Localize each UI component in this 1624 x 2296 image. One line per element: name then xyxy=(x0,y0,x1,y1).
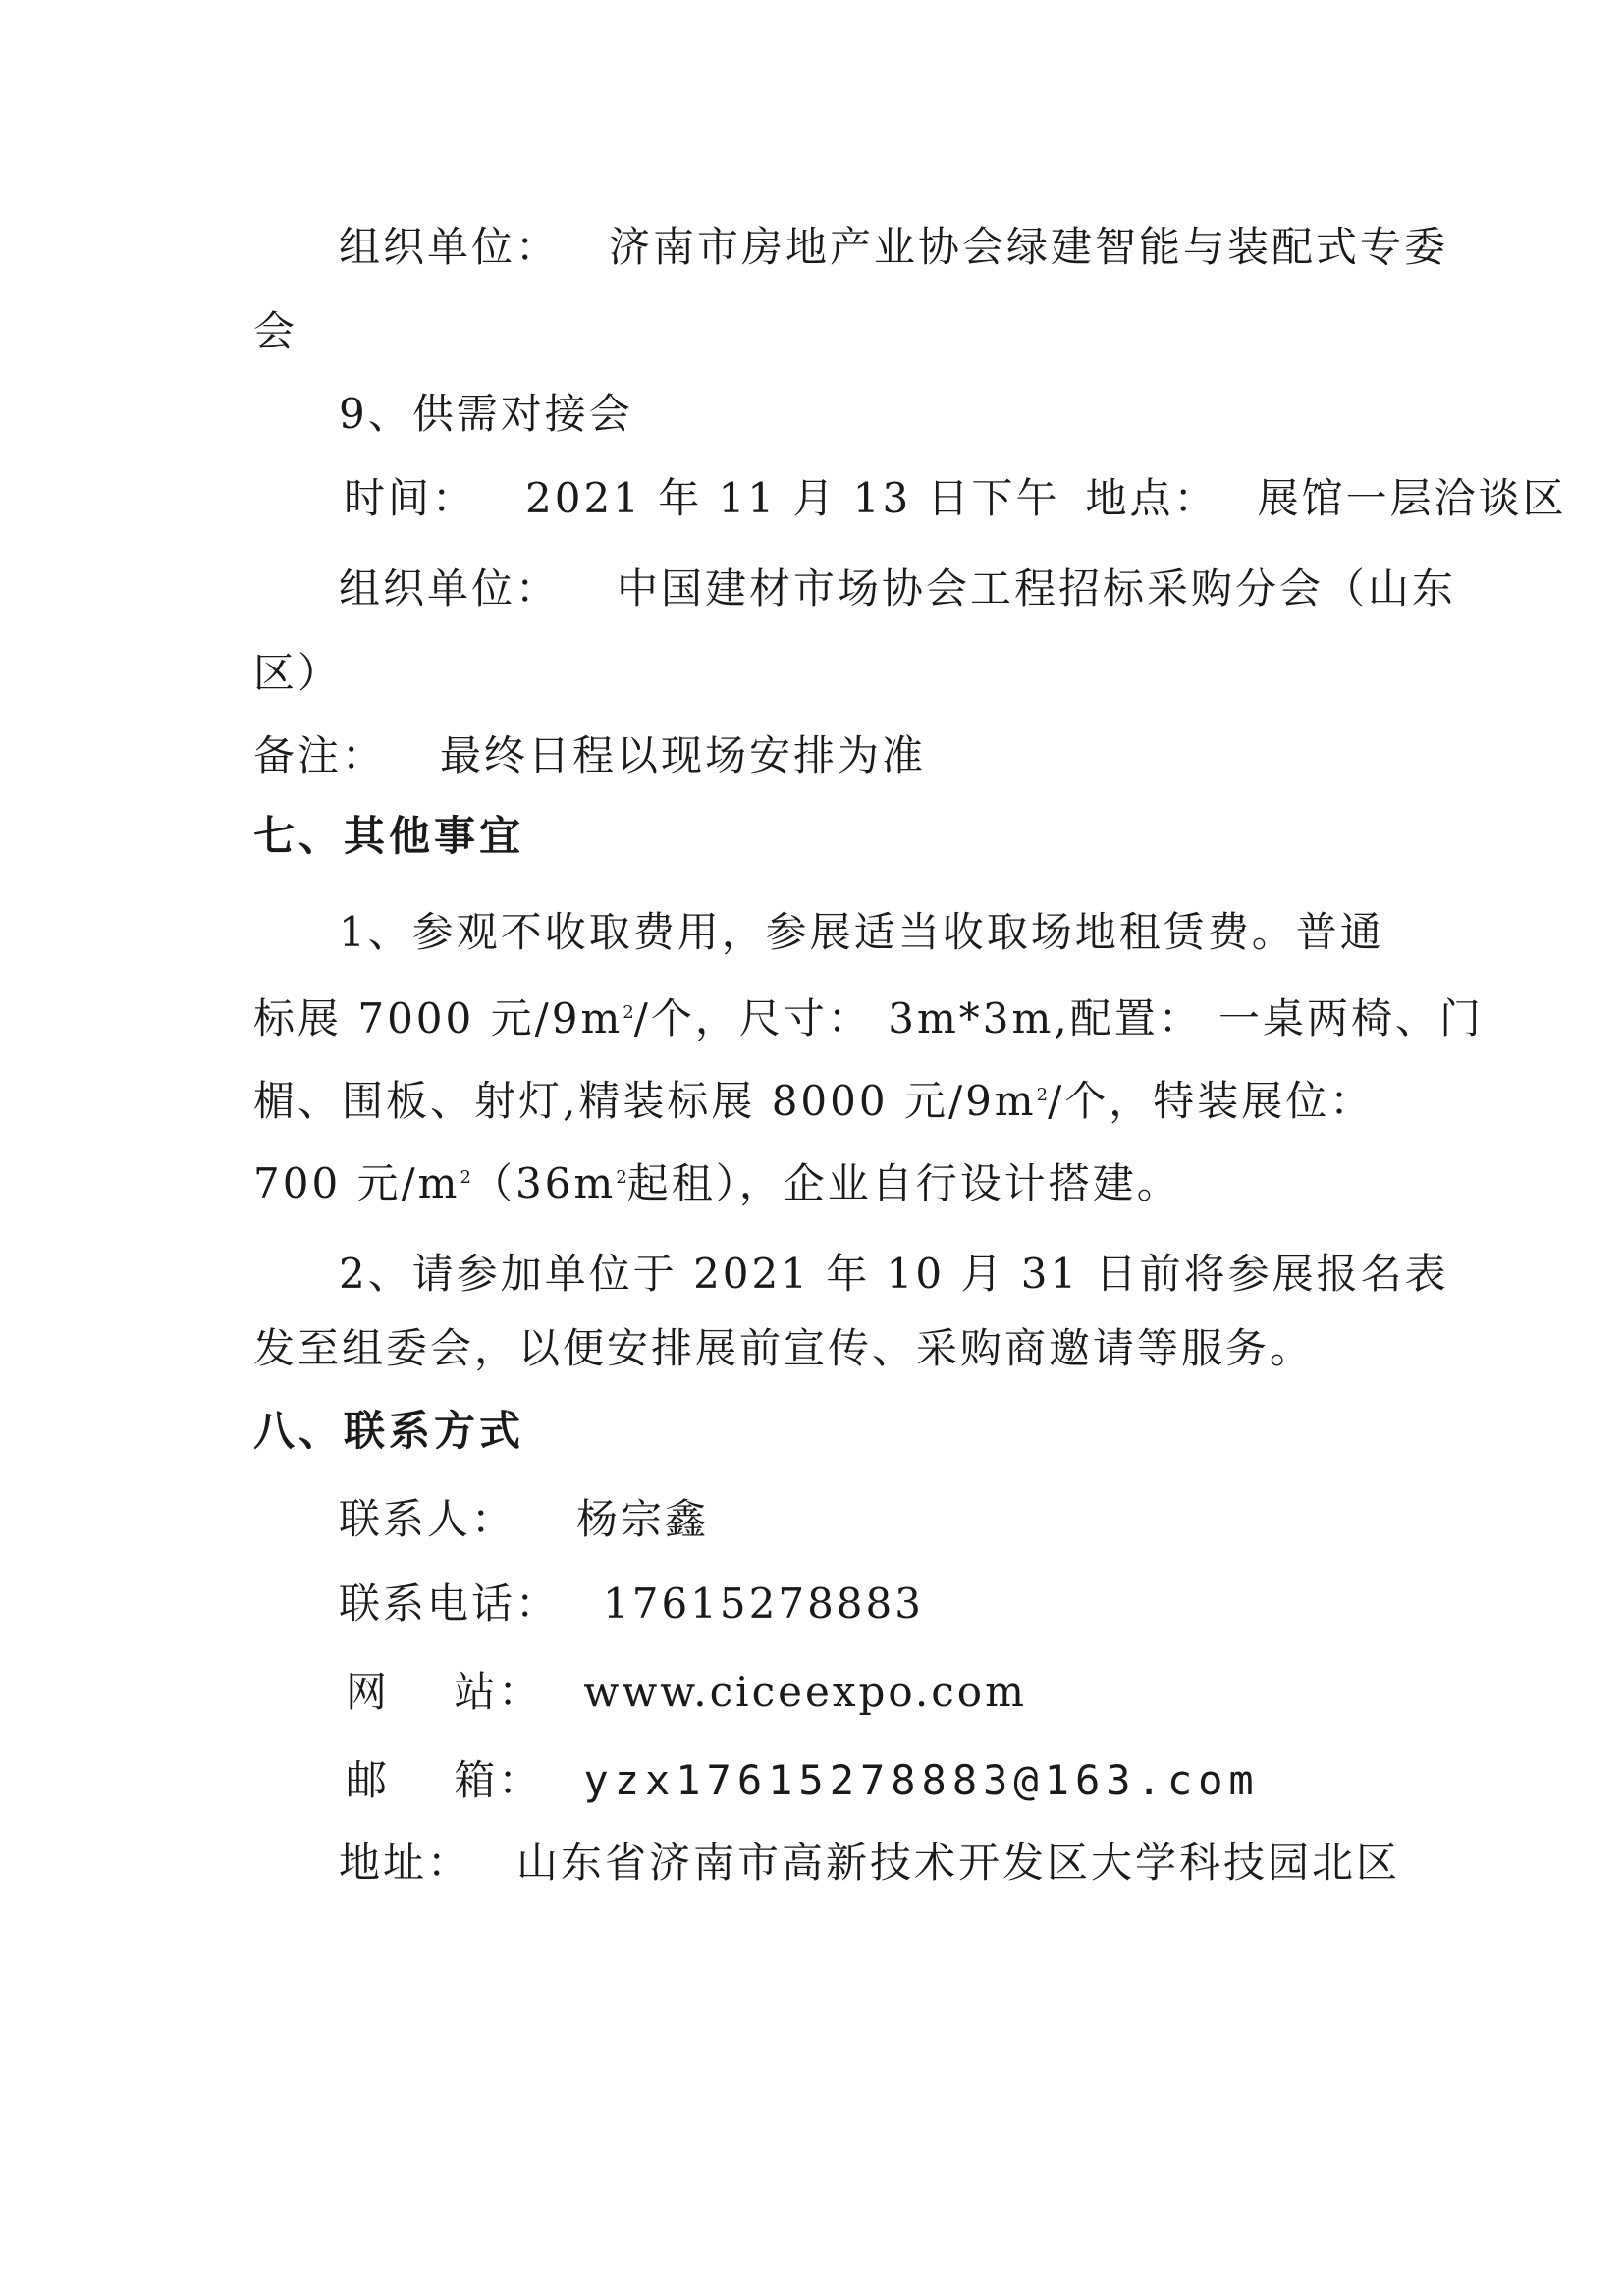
org-unit-label: 组织单位： xyxy=(339,223,561,271)
fee-paragraph-line1: 1、参观不收取费用，参展适当收取场地租赁费。普通 xyxy=(339,908,1384,956)
place-label: 地点： xyxy=(1085,474,1218,522)
org-unit-line-wrap xyxy=(253,302,298,361)
fee-paragraph-line2 xyxy=(253,989,1484,1048)
fee-text: 楣、围板、射灯,精装标展 8000 元/9m xyxy=(253,1077,1037,1125)
time-place-line xyxy=(344,469,1567,528)
org-unit-value: 济南市房地产业协会绿建智能与装配式专委 xyxy=(609,223,1449,271)
org2-unit-line-wrap xyxy=(253,644,342,703)
org2-unit-label: 组织单位： xyxy=(339,564,561,613)
org-unit-line xyxy=(339,218,1448,277)
phone-label: 联系电话： xyxy=(339,1579,561,1628)
superscript: 2 xyxy=(1036,1085,1049,1105)
contact-label: 联系人： xyxy=(339,1495,516,1543)
website-value[interactable]: www.ciceexpo.com xyxy=(583,1668,1027,1716)
email-line xyxy=(346,1751,1260,1810)
superscript: 2 xyxy=(616,1167,627,1188)
fee-text: （36m xyxy=(470,1159,617,1207)
contact-person-line xyxy=(339,1490,709,1549)
place-value: 展馆一层洽谈区 xyxy=(1257,474,1567,522)
org2-unit-value-wrap: 区） xyxy=(253,649,343,697)
phone-value: 17615278883 xyxy=(603,1579,924,1628)
org2-unit-value: 中国建材市场协会工程招标采购分会（山东 xyxy=(617,564,1457,613)
fee-text: 起租），企业自行设计搭建。 xyxy=(626,1159,1181,1207)
signup-paragraph-line1: 2、请参加单位于 2021 年 10 月 31 日前将参展报名表 xyxy=(339,1250,1449,1298)
org-unit-value-wrap: 会 xyxy=(253,307,298,355)
fee-paragraph-line3 xyxy=(253,1072,1374,1131)
fee-text: 标展 7000 元/9m xyxy=(253,994,623,1042)
note-line xyxy=(253,726,926,785)
email-value[interactable]: yzx17615278883@163.com xyxy=(583,1756,1260,1804)
website-label: 网 站： xyxy=(346,1668,543,1716)
address-value: 山东省济南市高新技术开发区大学科技园北区 xyxy=(516,1839,1401,1887)
fee-text: 700 元/m xyxy=(253,1159,460,1207)
address-label: 地址： xyxy=(339,1839,472,1887)
time-label: 时间： xyxy=(344,474,477,522)
fee-paragraph-line4 xyxy=(253,1154,1181,1213)
phone-line xyxy=(339,1575,924,1633)
signup-paragraph-line2: 发至组委会，以便安排展前宣传、采购商邀请等服务。 xyxy=(253,1324,1315,1372)
fee-text: /个，尺寸： 3m*3m,配置： 一桌两椅、门 xyxy=(633,994,1485,1042)
address-line xyxy=(339,1834,1400,1893)
contact-value: 杨宗鑫 xyxy=(576,1495,710,1543)
superscript: 2 xyxy=(460,1167,471,1188)
section8-heading: 八、联系方式 xyxy=(253,1407,525,1455)
website-line xyxy=(346,1663,1027,1722)
time-value: 2021 年 11 月 13 日下午 xyxy=(525,474,1060,522)
note-value: 最终日程以现场安排为准 xyxy=(440,731,927,779)
note-label: 备注： xyxy=(253,731,387,779)
email-label: 邮 箱： xyxy=(346,1756,543,1804)
item9-title: 9、供需对接会 xyxy=(339,390,633,438)
fee-text: /个，特装展位： xyxy=(1048,1077,1375,1125)
section7-heading: 七、其他事宜 xyxy=(253,812,525,860)
org2-unit-line xyxy=(339,560,1456,618)
superscript: 2 xyxy=(623,1002,634,1023)
